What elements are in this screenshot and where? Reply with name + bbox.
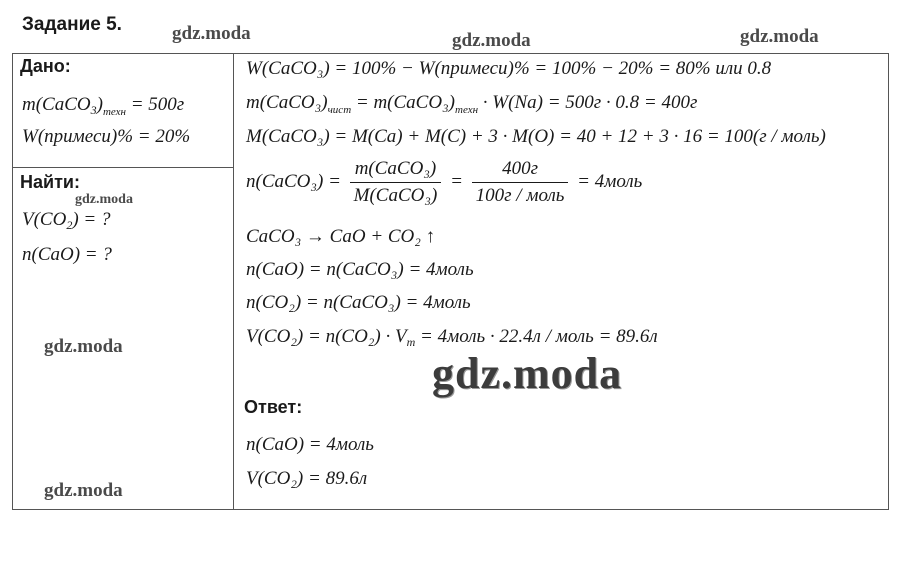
find-volume: $V(CO_2)$ = ? [22, 209, 111, 232]
given-find-divider [12, 167, 234, 168]
watermark: gdz.moda [172, 23, 251, 44]
solution-line-4: n(CaCO₃) = $\frac{\text{m(CaCO₃)}}{\text{M(CaCO₃)}}$ = $\frac{400г}{\text{100г / моль}}$ = 4моль [246, 158, 643, 206]
answer-heading: Ответ: [244, 397, 303, 417]
reaction-equation: CaCO₃ → CaO + CO₂ ↑ [246, 226, 436, 247]
watermark: gdz.moda [452, 30, 531, 51]
given-mass: $m(CaCO_3)_{техн} = 500г$ [22, 94, 185, 118]
solution-line-2: $m(CaCO_3)_{чист}$ = $m(CaCO_3)_{техн} \cdot W(Na) = 500г \cdot 0.8 = 400г$ [246, 92, 698, 116]
find-heading: Найти: [20, 172, 80, 192]
solution-table [12, 53, 889, 510]
solution-line-1: W(CaCO₃) = 100% − W(примеси)% = 100% − 20% = 80% или 0.8 [246, 58, 772, 79]
given-heading: Дано: [20, 56, 71, 76]
find-amount: n(CaO) = ? [22, 244, 112, 265]
solution-line-3: M(CaCO₃) = M(Ca) + M(C) + 3 · M(O) = 40 + 12 + 3 · 16 = 100(г / моль) [246, 126, 826, 147]
answer-line-1: n(CaO) = 4моль [246, 434, 374, 455]
watermark-large: gdz.moda [432, 349, 623, 398]
fraction-values: $\frac{400г}{\text{100г / моль}}$ [472, 158, 569, 207]
watermark: gdz.moda [44, 480, 123, 501]
answer-line-2: V(CO₂) = 89.6л [246, 468, 368, 489]
watermark: gdz.moda [75, 192, 133, 207]
watermark: gdz.moda [740, 26, 819, 47]
watermark: gdz.moda [44, 336, 123, 357]
solution-line-8: $V(CO_2) = n(CO_2) \cdot V_m$ = 4моль · 22.4л / моль = 89.6л [246, 326, 658, 349]
task-title: Задание 5. [22, 14, 122, 35]
column-divider [233, 53, 234, 510]
fraction-mass-molar: $\frac{\text{m(CaCO₃)}}{\text{M(CaCO₃)}}$ [350, 158, 442, 207]
solution-line-6: n(CaO) = n(CaCO₃) = 4моль [246, 259, 474, 280]
solution-line-7: n(CO₂) = n(CaCO₃) = 4моль [246, 292, 471, 313]
given-impurity: W(примеси)% = 20% [22, 126, 191, 147]
